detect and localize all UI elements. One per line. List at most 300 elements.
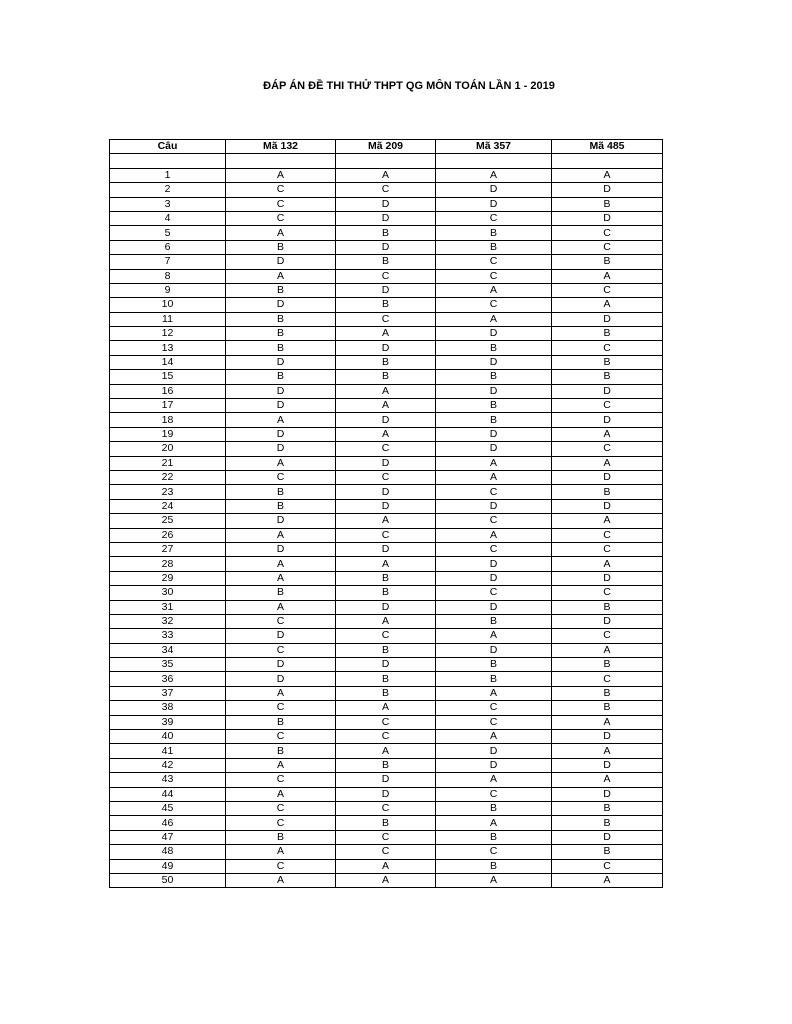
answer-code-209-cell: B — [336, 643, 436, 657]
answer-code-485-cell: A — [552, 715, 663, 729]
answer-code-132-cell: B — [226, 586, 336, 600]
answer-code-209-cell: A — [336, 614, 436, 628]
answer-code-485-cell: D — [552, 571, 663, 585]
question-number-cell: 26 — [110, 528, 226, 542]
question-number-cell: 29 — [110, 571, 226, 585]
answer-code-209-cell: C — [336, 312, 436, 326]
answer-code-209-cell: D — [336, 211, 436, 225]
question-number-cell: 17 — [110, 399, 226, 413]
answer-code-357-cell: A — [436, 816, 552, 830]
table-row — [110, 614, 663, 628]
answer-code-132-cell: D — [226, 658, 336, 672]
table-row — [110, 528, 663, 542]
answer-code-209-cell: D — [336, 773, 436, 787]
answer-code-209-cell: C — [336, 830, 436, 844]
blank-cell — [226, 154, 336, 168]
answer-code-132-cell: C — [226, 470, 336, 484]
answer-code-209-cell: C — [336, 183, 436, 197]
question-number-cell: 38 — [110, 701, 226, 715]
question-number-cell: 27 — [110, 542, 226, 556]
question-number-cell: 13 — [110, 341, 226, 355]
question-number-cell: 50 — [110, 873, 226, 887]
answer-code-357-cell: C — [436, 542, 552, 556]
answer-code-357-cell: B — [436, 370, 552, 384]
answer-code-357-cell: D — [436, 442, 552, 456]
answer-code-357-cell: D — [436, 571, 552, 585]
question-number-cell: 32 — [110, 614, 226, 628]
answer-code-485-cell: A — [552, 643, 663, 657]
answer-code-485-cell: B — [552, 658, 663, 672]
answer-code-357-cell: C — [436, 586, 552, 600]
answer-code-132-cell: B — [226, 341, 336, 355]
answer-code-357-cell: A — [436, 470, 552, 484]
table-row — [110, 873, 663, 887]
answer-code-357-cell: D — [436, 499, 552, 513]
answer-code-485-cell: D — [552, 211, 663, 225]
answer-code-132-cell: B — [226, 499, 336, 513]
answer-code-132-cell: A — [226, 269, 336, 283]
answer-code-209-cell: D — [336, 240, 436, 254]
question-number-cell: 25 — [110, 514, 226, 528]
question-number-cell: 10 — [110, 298, 226, 312]
answer-code-132-cell: D — [226, 629, 336, 643]
question-number-cell: 8 — [110, 269, 226, 283]
answer-code-357-cell: C — [436, 701, 552, 715]
question-number-cell: 44 — [110, 787, 226, 801]
table-row — [110, 312, 663, 326]
table-row — [110, 643, 663, 657]
question-number-cell: 6 — [110, 240, 226, 254]
answer-code-209-cell: D — [336, 283, 436, 297]
question-number-cell: 15 — [110, 370, 226, 384]
answer-code-485-cell: A — [552, 427, 663, 441]
answer-code-357-cell: B — [436, 399, 552, 413]
answer-code-357-cell: C — [436, 255, 552, 269]
table-row — [110, 327, 663, 341]
answer-code-209-cell: D — [336, 499, 436, 513]
answer-code-132-cell: C — [226, 859, 336, 873]
answer-code-209-cell: D — [336, 485, 436, 499]
table-row — [110, 787, 663, 801]
answer-code-357-cell: D — [436, 197, 552, 211]
answer-code-209-cell: D — [336, 413, 436, 427]
question-number-cell: 3 — [110, 197, 226, 211]
answer-code-132-cell: C — [226, 801, 336, 815]
table-row — [110, 240, 663, 254]
answer-code-209-cell: B — [336, 226, 436, 240]
answer-code-357-cell: A — [436, 773, 552, 787]
question-number-cell: 41 — [110, 744, 226, 758]
answer-code-132-cell: D — [226, 672, 336, 686]
answer-code-357-cell: D — [436, 758, 552, 772]
table-row — [110, 859, 663, 873]
answer-code-485-cell: A — [552, 744, 663, 758]
answer-code-357-cell: D — [436, 427, 552, 441]
table-row — [110, 499, 663, 513]
answer-code-357-cell: B — [436, 413, 552, 427]
answer-code-209-cell: A — [336, 859, 436, 873]
answer-code-132-cell: B — [226, 283, 336, 297]
answer-code-357-cell: B — [436, 859, 552, 873]
answer-code-485-cell: D — [552, 614, 663, 628]
answer-code-357-cell: C — [436, 787, 552, 801]
table-row — [110, 197, 663, 211]
table-row — [110, 845, 663, 859]
answer-code-209-cell: B — [336, 355, 436, 369]
answer-code-485-cell: A — [552, 456, 663, 470]
answer-code-485-cell: D — [552, 384, 663, 398]
table-row — [110, 168, 663, 182]
answer-code-485-cell: C — [552, 341, 663, 355]
answer-code-209-cell: A — [336, 427, 436, 441]
answer-code-357-cell: D — [436, 384, 552, 398]
answer-code-132-cell: A — [226, 413, 336, 427]
answer-code-357-cell: A — [436, 873, 552, 887]
answer-code-485-cell: B — [552, 355, 663, 369]
answer-code-485-cell: C — [552, 859, 663, 873]
question-number-cell: 24 — [110, 499, 226, 513]
answer-code-209-cell: B — [336, 370, 436, 384]
answer-code-485-cell: B — [552, 816, 663, 830]
question-number-cell: 21 — [110, 456, 226, 470]
answer-code-132-cell: C — [226, 197, 336, 211]
answer-code-357-cell: D — [436, 183, 552, 197]
answer-code-132-cell: D — [226, 384, 336, 398]
answer-code-132-cell: C — [226, 701, 336, 715]
question-number-cell: 1 — [110, 168, 226, 182]
table-row — [110, 801, 663, 815]
table-header-row — [110, 140, 663, 154]
table-row — [110, 485, 663, 499]
answer-code-209-cell: B — [336, 816, 436, 830]
question-number-cell: 43 — [110, 773, 226, 787]
question-number-cell: 39 — [110, 715, 226, 729]
answer-code-357-cell: D — [436, 557, 552, 571]
answer-code-132-cell: C — [226, 183, 336, 197]
question-number-cell: 22 — [110, 470, 226, 484]
answer-code-209-cell: D — [336, 600, 436, 614]
answer-code-132-cell: A — [226, 557, 336, 571]
table-row — [110, 816, 663, 830]
blank-cell — [552, 154, 663, 168]
answer-code-209-cell: B — [336, 672, 436, 686]
question-number-cell: 30 — [110, 586, 226, 600]
question-number-cell: 5 — [110, 226, 226, 240]
table-row — [110, 571, 663, 585]
answer-code-132-cell: A — [226, 600, 336, 614]
answer-code-357-cell: D — [436, 327, 552, 341]
table-row — [110, 413, 663, 427]
answer-code-209-cell: D — [336, 787, 436, 801]
answer-code-209-cell: A — [336, 384, 436, 398]
answer-code-357-cell: D — [436, 643, 552, 657]
question-number-cell: 49 — [110, 859, 226, 873]
answer-code-209-cell: C — [336, 801, 436, 815]
table-row — [110, 427, 663, 441]
answer-code-209-cell: A — [336, 514, 436, 528]
answer-code-132-cell: A — [226, 787, 336, 801]
answer-code-132-cell: C — [226, 211, 336, 225]
answer-code-132-cell: B — [226, 715, 336, 729]
table-row — [110, 269, 663, 283]
answer-code-132-cell: C — [226, 614, 336, 628]
answer-code-485-cell: A — [552, 514, 663, 528]
answer-code-209-cell: C — [336, 715, 436, 729]
table-row — [110, 514, 663, 528]
header-code-209: Mã 209 — [336, 140, 436, 154]
answer-code-357-cell: B — [436, 801, 552, 815]
question-number-cell: 34 — [110, 643, 226, 657]
page-title: ĐÁP ÁN ĐỀ THI THỬ THPT QG MÔN TOÁN LẦN 1 - 2019 — [263, 80, 555, 92]
answer-code-357-cell: A — [436, 730, 552, 744]
answer-code-132-cell: D — [226, 255, 336, 269]
question-number-cell: 35 — [110, 658, 226, 672]
table-row — [110, 399, 663, 413]
answer-code-132-cell: A — [226, 226, 336, 240]
answer-code-485-cell: B — [552, 485, 663, 499]
answer-code-357-cell: D — [436, 744, 552, 758]
answer-code-209-cell: B — [336, 586, 436, 600]
answer-code-132-cell: D — [226, 514, 336, 528]
answer-code-485-cell: D — [552, 830, 663, 844]
question-number-cell: 12 — [110, 327, 226, 341]
answer-code-132-cell: C — [226, 816, 336, 830]
answer-code-357-cell: C — [436, 269, 552, 283]
answer-code-485-cell: A — [552, 557, 663, 571]
table-row — [110, 370, 663, 384]
question-number-cell: 48 — [110, 845, 226, 859]
answer-code-357-cell: B — [436, 341, 552, 355]
answer-code-209-cell: A — [336, 873, 436, 887]
answer-code-132-cell: D — [226, 298, 336, 312]
table-row — [110, 557, 663, 571]
answer-code-357-cell: A — [436, 283, 552, 297]
answer-code-485-cell: D — [552, 758, 663, 772]
question-number-cell: 2 — [110, 183, 226, 197]
answer-code-485-cell: C — [552, 240, 663, 254]
answer-code-485-cell: D — [552, 787, 663, 801]
answer-code-132-cell: B — [226, 327, 336, 341]
table-row — [110, 384, 663, 398]
table-row — [110, 600, 663, 614]
answer-code-209-cell: D — [336, 542, 436, 556]
table-row — [110, 830, 663, 844]
answer-code-485-cell: B — [552, 197, 663, 211]
answer-code-132-cell: C — [226, 643, 336, 657]
answer-code-132-cell: B — [226, 370, 336, 384]
answer-code-485-cell: B — [552, 845, 663, 859]
answer-code-485-cell: C — [552, 442, 663, 456]
table-row — [110, 442, 663, 456]
answer-code-485-cell: A — [552, 873, 663, 887]
table-row — [110, 686, 663, 700]
answer-code-357-cell: A — [436, 528, 552, 542]
answer-code-357-cell: A — [436, 456, 552, 470]
answer-code-357-cell: B — [436, 226, 552, 240]
table-row — [110, 629, 663, 643]
question-number-cell: 4 — [110, 211, 226, 225]
answer-code-357-cell: D — [436, 600, 552, 614]
header-code-485: Mã 485 — [552, 140, 663, 154]
question-number-cell: 16 — [110, 384, 226, 398]
answer-code-485-cell: D — [552, 499, 663, 513]
header-question: Câu — [110, 140, 226, 154]
question-number-cell: 33 — [110, 629, 226, 643]
answer-code-485-cell: C — [552, 399, 663, 413]
answer-code-485-cell: B — [552, 327, 663, 341]
answer-code-485-cell: C — [552, 528, 663, 542]
question-number-cell: 40 — [110, 730, 226, 744]
table-row — [110, 658, 663, 672]
table-row — [110, 701, 663, 715]
answer-code-357-cell: C — [436, 211, 552, 225]
answer-code-357-cell: A — [436, 686, 552, 700]
answer-code-209-cell: A — [336, 168, 436, 182]
answer-code-485-cell: C — [552, 629, 663, 643]
answer-code-357-cell: C — [436, 514, 552, 528]
answer-code-132-cell: C — [226, 730, 336, 744]
answer-code-357-cell: A — [436, 312, 552, 326]
answer-code-485-cell: C — [552, 672, 663, 686]
answer-code-357-cell: A — [436, 629, 552, 643]
table-row — [110, 773, 663, 787]
answer-code-209-cell: D — [336, 197, 436, 211]
answer-code-357-cell: B — [436, 240, 552, 254]
answer-code-132-cell: D — [226, 442, 336, 456]
answer-code-485-cell: A — [552, 773, 663, 787]
answer-code-209-cell: A — [336, 701, 436, 715]
answer-code-485-cell: A — [552, 269, 663, 283]
answer-code-132-cell: A — [226, 758, 336, 772]
table-row — [110, 470, 663, 484]
answer-code-209-cell: C — [336, 629, 436, 643]
answer-code-132-cell: D — [226, 399, 336, 413]
question-number-cell: 14 — [110, 355, 226, 369]
question-number-cell: 23 — [110, 485, 226, 499]
answer-code-357-cell: C — [436, 845, 552, 859]
table-row — [110, 672, 663, 686]
question-number-cell: 47 — [110, 830, 226, 844]
answer-code-132-cell: D — [226, 355, 336, 369]
question-number-cell: 9 — [110, 283, 226, 297]
answer-code-485-cell: C — [552, 226, 663, 240]
table-row — [110, 255, 663, 269]
answer-code-357-cell: D — [436, 355, 552, 369]
answer-key-table — [109, 139, 663, 888]
table-row — [110, 183, 663, 197]
answer-code-132-cell: D — [226, 427, 336, 441]
answer-code-132-cell: A — [226, 168, 336, 182]
answer-code-357-cell: C — [436, 298, 552, 312]
answer-code-209-cell: A — [336, 327, 436, 341]
answer-code-357-cell: C — [436, 715, 552, 729]
answer-code-209-cell: D — [336, 341, 436, 355]
answer-code-132-cell: B — [226, 485, 336, 499]
table-row — [110, 283, 663, 297]
answer-code-357-cell: C — [436, 485, 552, 499]
question-number-cell: 19 — [110, 427, 226, 441]
table-row — [110, 341, 663, 355]
answer-code-485-cell: D — [552, 730, 663, 744]
answer-code-485-cell: B — [552, 255, 663, 269]
answer-code-132-cell: A — [226, 845, 336, 859]
question-number-cell: 20 — [110, 442, 226, 456]
answer-code-485-cell: B — [552, 801, 663, 815]
question-number-cell: 37 — [110, 686, 226, 700]
blank-cell — [110, 154, 226, 168]
question-number-cell: 36 — [110, 672, 226, 686]
answer-code-209-cell: B — [336, 686, 436, 700]
table-row — [110, 730, 663, 744]
table-row — [110, 355, 663, 369]
answer-code-132-cell: A — [226, 686, 336, 700]
table-row — [110, 758, 663, 772]
table-row — [110, 298, 663, 312]
answer-code-357-cell: B — [436, 658, 552, 672]
answer-code-132-cell: B — [226, 830, 336, 844]
answer-code-485-cell: C — [552, 542, 663, 556]
answer-code-357-cell: B — [436, 614, 552, 628]
answer-code-485-cell: B — [552, 370, 663, 384]
answer-code-357-cell: B — [436, 830, 552, 844]
table-row — [110, 211, 663, 225]
answer-code-485-cell: D — [552, 312, 663, 326]
table-row — [110, 715, 663, 729]
blank-cell — [336, 154, 436, 168]
question-number-cell: 18 — [110, 413, 226, 427]
answer-code-132-cell: B — [226, 744, 336, 758]
question-number-cell: 7 — [110, 255, 226, 269]
answer-code-132-cell: A — [226, 528, 336, 542]
answer-code-485-cell: B — [552, 701, 663, 715]
answer-code-485-cell: B — [552, 600, 663, 614]
answer-code-209-cell: A — [336, 744, 436, 758]
answer-code-132-cell: A — [226, 873, 336, 887]
header-code-132: Mã 132 — [226, 140, 336, 154]
question-number-cell: 31 — [110, 600, 226, 614]
answer-code-209-cell: C — [336, 528, 436, 542]
blank-row — [110, 154, 663, 168]
table-row — [110, 456, 663, 470]
answer-code-209-cell: C — [336, 442, 436, 456]
answer-code-209-cell: A — [336, 557, 436, 571]
table-row — [110, 542, 663, 556]
answer-code-209-cell: D — [336, 658, 436, 672]
table-row — [110, 744, 663, 758]
answer-code-357-cell: A — [436, 168, 552, 182]
answer-code-485-cell: D — [552, 470, 663, 484]
answer-code-209-cell: B — [336, 571, 436, 585]
table-row — [110, 226, 663, 240]
answer-code-209-cell: B — [336, 255, 436, 269]
answer-code-132-cell: A — [226, 571, 336, 585]
answer-code-132-cell: B — [226, 312, 336, 326]
question-number-cell: 28 — [110, 557, 226, 571]
answer-code-485-cell: C — [552, 586, 663, 600]
table-body — [110, 154, 663, 888]
answer-code-209-cell: C — [336, 269, 436, 283]
answer-code-485-cell: A — [552, 298, 663, 312]
answer-code-209-cell: C — [336, 730, 436, 744]
answer-code-485-cell: B — [552, 686, 663, 700]
question-number-cell: 45 — [110, 801, 226, 815]
answer-code-357-cell: B — [436, 672, 552, 686]
answer-code-209-cell: B — [336, 298, 436, 312]
answer-code-132-cell: C — [226, 773, 336, 787]
header-code-357: Mã 357 — [436, 140, 552, 154]
answer-code-209-cell: C — [336, 845, 436, 859]
answer-code-132-cell: D — [226, 542, 336, 556]
